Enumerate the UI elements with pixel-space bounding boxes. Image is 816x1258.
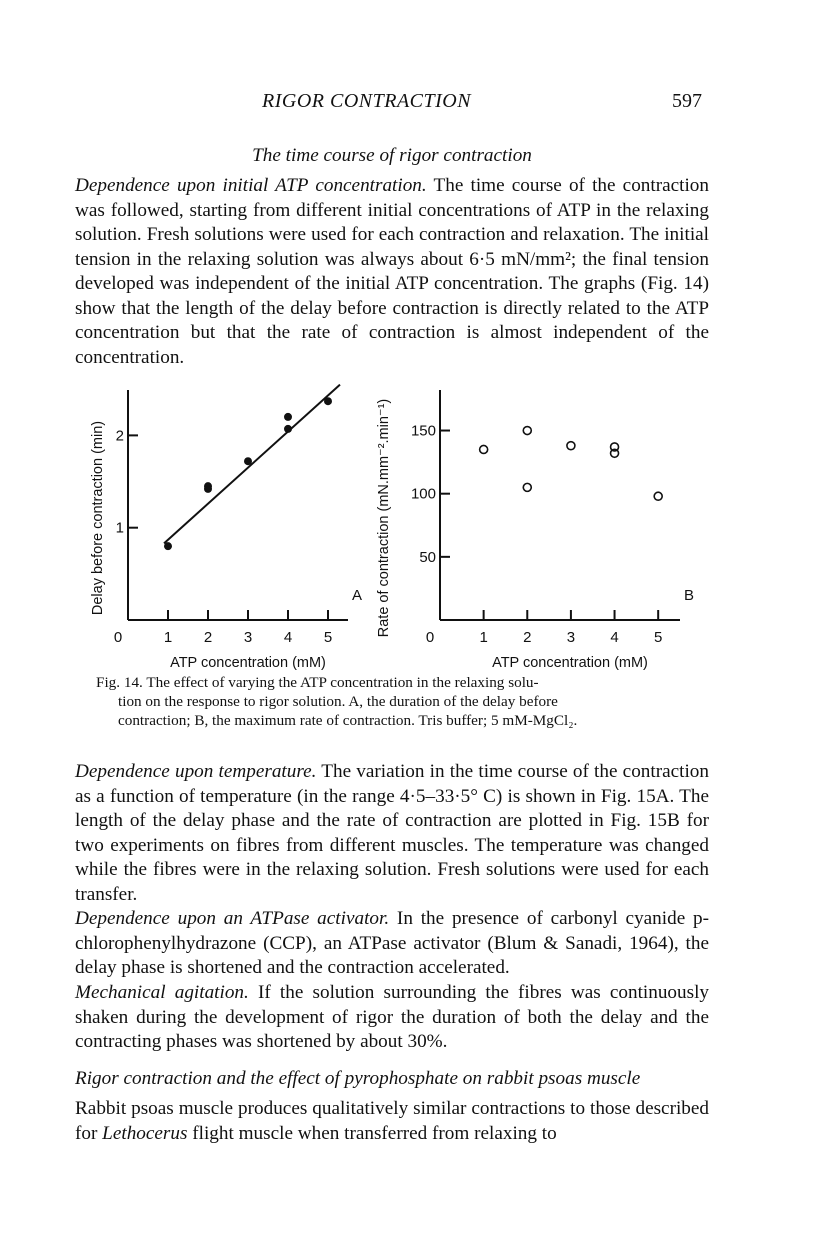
paragraph-atp-dependence <box>75 174 709 370</box>
x-axis-label: ATP concentration (mM) <box>492 655 648 670</box>
paragraph-lead: Dependence upon an ATPase activator. <box>75 908 390 929</box>
y-tick-label: 100 <box>410 485 436 503</box>
y-tick-label: 50 <box>419 548 436 566</box>
x-tick-label: 1 <box>163 629 173 646</box>
x-tick-label: 0 <box>113 629 123 646</box>
data-point <box>523 483 531 491</box>
y-tick-label: 150 <box>410 422 436 440</box>
panel-label: B <box>684 587 695 604</box>
y-axis-label: Delay before contraction (min) <box>90 420 106 616</box>
paragraph-text: The variation in the time course of the contraction as a function of temperature (in the range 4·5–33·5° C) is shown in Fig. 15A. The length of the delay phase and the rate of contraction are plotted in Fig. 15B for two experiments on fibres from different muscles. The temperature was changed while the fibres were in the relaxing solution. Fresh solutions were used for each transfer. <box>75 761 709 905</box>
x-tick-label: 2 <box>523 629 532 646</box>
data-point <box>204 482 212 490</box>
x-tick-label: 5 <box>654 629 663 646</box>
y-tick-label: 2 <box>115 427 124 445</box>
paragraph-lead: Dependence upon temperature. <box>75 761 317 782</box>
paragraph-temperature <box>75 760 709 907</box>
paragraph-atpase-activator <box>75 907 709 981</box>
paragraph-text: In the presence of carbonyl cyanide p-chlorophenylhydrazone (CCP), an ATPase activator (Blum & Sanadi, 1964), the delay phase is shortened and the contraction accelerated. <box>75 908 709 978</box>
y-tick-label: 1 <box>115 519 124 537</box>
running-title: RIGOR CONTRACTION <box>262 90 472 112</box>
data-point <box>164 542 172 550</box>
data-point <box>523 427 531 435</box>
paragraph-text: The time course of the contraction was followed, starting from different initial concentrations of ATP in the relaxing solution. Fresh solutions were used for each contraction and relaxation. The initial tension in the relaxing solution was always about 6·5 mN/mm²; the final tension developed was independent of the initial ATP concentration. The graphs (Fig. 14) show that the length of the delay before contraction is directly related to the ATP concentration but that the rate of contraction is almost independent of the concentration. <box>75 175 709 368</box>
paragraph-lead: Dependence upon initial ATP concentration. <box>75 175 427 196</box>
y-axis-label: Rate of contraction (mN.mm⁻².min⁻¹) <box>376 398 392 638</box>
panel-a-delay-chart <box>90 385 362 670</box>
data-point <box>654 492 662 500</box>
panel-b-rate-chart <box>376 390 694 670</box>
data-point <box>284 413 292 421</box>
x-axis-label: ATP concentration (mM) <box>170 655 326 670</box>
page-number: 597 <box>672 90 702 112</box>
data-point <box>567 442 575 450</box>
paragraph-lead: Mechanical agitation. <box>75 982 249 1003</box>
data-point <box>284 425 292 433</box>
regression-line <box>164 385 340 544</box>
x-tick-label: 4 <box>283 629 293 646</box>
x-tick-label: 2 <box>203 629 213 646</box>
paragraph-rabbit-psoas <box>75 1097 709 1146</box>
section-title: The time course of rigor contraction <box>252 145 532 166</box>
data-point <box>480 445 488 453</box>
x-tick-label: 3 <box>566 629 576 646</box>
subsection-title: Rigor contraction and the effect of pyrophosphate on rabbit psoas muscle <box>75 1068 641 1089</box>
data-point <box>324 397 332 405</box>
x-tick-label: 5 <box>323 629 333 646</box>
x-tick-label: 0 <box>425 629 435 646</box>
caption-line-3: contraction; B, the maximum rate of contraction. Tris buffer; 5 mM-MgCl₂. <box>118 712 578 729</box>
caption-line-2: tion on the response to rigor solution. A, the duration of the delay before <box>118 693 558 710</box>
x-tick-label: 4 <box>610 629 619 646</box>
paragraph-text: If the solution surrounding the fibres was continuously shaken during the development of rigor the duration of both the delay and the contracting phases was shortened by about 30%. <box>75 982 709 1052</box>
x-tick-label: 1 <box>479 629 488 646</box>
figure-caption <box>96 673 696 730</box>
paragraph-text: flight muscle when transferred from relaxing to <box>187 1122 557 1144</box>
data-point <box>244 457 252 465</box>
paragraph-mechanical-agitation <box>75 981 709 1055</box>
organism-name: Lethocerus <box>102 1122 188 1144</box>
figure-14 <box>80 355 710 670</box>
caption-line-1: Fig. 14. The effect of varying the ATP concentration in the relaxing solu- <box>96 674 539 691</box>
x-tick-label: 3 <box>243 629 253 646</box>
paragraph-text: Rabbit psoas muscle produces qualitatively similar contractions to those described for <box>75 1098 709 1144</box>
panel-label: A <box>352 587 363 604</box>
